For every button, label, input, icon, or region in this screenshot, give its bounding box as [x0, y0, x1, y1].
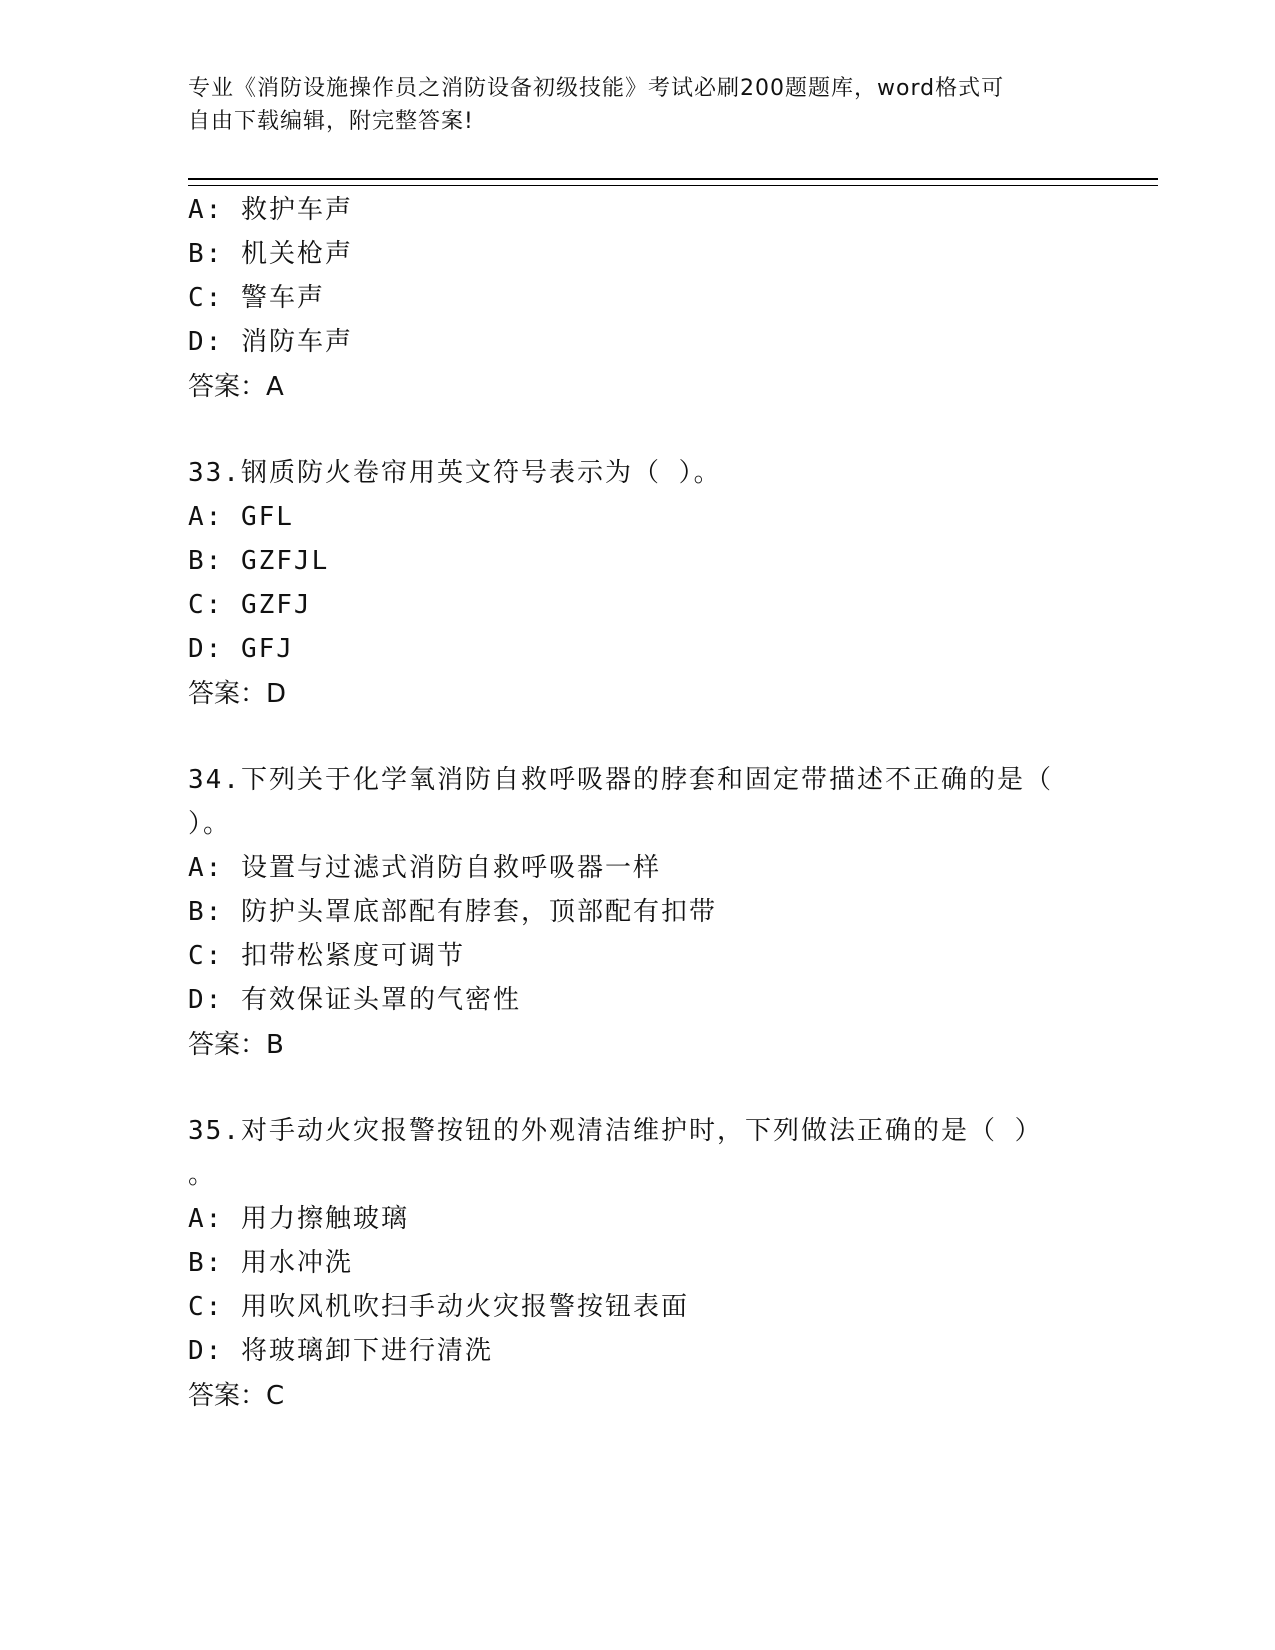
q35-option-b: B: 用水冲洗 — [188, 1248, 353, 1278]
q34-question-line-1: 34.下列关于化学氧消防自救呼吸器的脖套和固定带描述不正确的是（ — [188, 765, 1053, 795]
q35-option-a: A: 用力擦触玻璃 — [188, 1204, 409, 1234]
header-line-2: 自由下载编辑，附完整答案! — [188, 109, 474, 134]
q33-question: 33.钢质防火卷帘用英文符号表示为（ ）。 — [188, 458, 722, 488]
q34-option-a: A: 设置与过滤式消防自救呼吸器一样 — [188, 853, 661, 883]
q33-option-c: C: GZFJ — [188, 590, 312, 620]
q35-answer: 答案：C — [188, 1381, 285, 1411]
q32-option-c: C: 警车声 — [188, 283, 325, 313]
q35-option-d: D: 将玻璃卸下进行清洗 — [188, 1336, 493, 1366]
q34-option-b: B: 防护头罩底部配有脖套，顶部配有扣带 — [188, 897, 717, 927]
q32-answer: 答案：A — [188, 372, 284, 402]
q35-option-c: C: 用吹风机吹扫手动火灾报警按钮表面 — [188, 1292, 689, 1322]
header-divider — [188, 178, 1158, 186]
q32-option-a: A: 救护车声 — [188, 195, 353, 225]
q34-option-d: D: 有效保证头罩的气密性 — [188, 985, 521, 1015]
q33-option-b: B: GZFJL — [188, 546, 330, 576]
q33-option-a: A: GFL — [188, 502, 294, 532]
q32-option-d: D: 消防车声 — [188, 327, 353, 357]
q34-answer: 答案：B — [188, 1030, 284, 1060]
q35-question-line-2: 。 — [188, 1160, 217, 1190]
document-header — [188, 72, 1088, 138]
q33-option-d: D: GFJ — [188, 634, 294, 664]
q34-option-c: C: 扣带松紧度可调节 — [188, 941, 465, 971]
header-line-1: 专业《消防设施操作员之消防设备初级技能》考试必刷200题题库，word格式可 — [188, 76, 1005, 101]
q32-option-b: B: 机关枪声 — [188, 239, 353, 269]
q33-answer: 答案：D — [188, 679, 287, 709]
q35-question-line-1: 35.对手动火灾报警按钮的外观清洁维护时，下列做法正确的是（ ） — [188, 1116, 1043, 1146]
q34-question-line-2: ）。 — [188, 809, 232, 839]
